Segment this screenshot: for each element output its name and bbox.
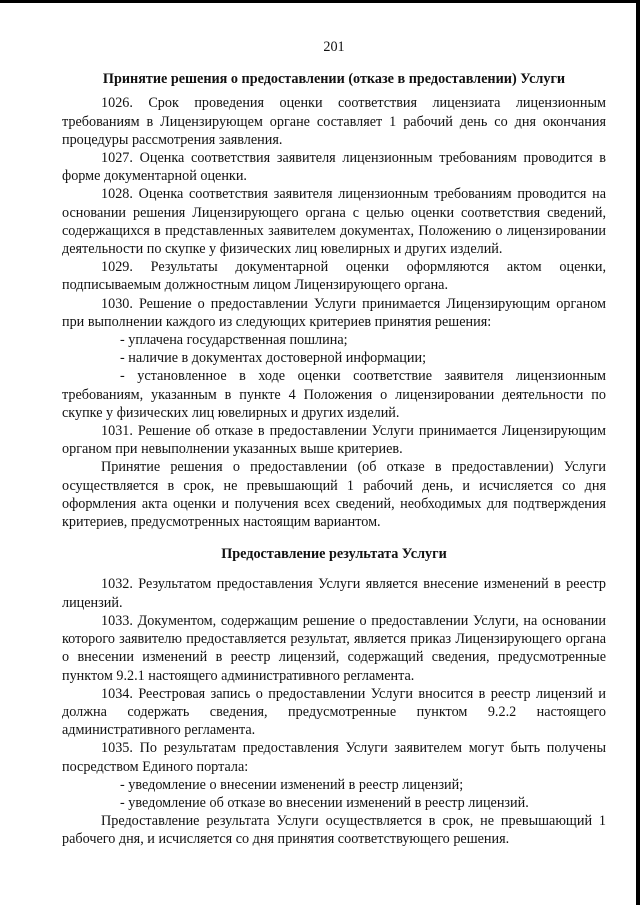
page-number: 201	[323, 39, 345, 55]
paragraph-1030: 1030. Решение о предоставлении Услуги принимается Лицензирующим органом при выполнении каждого из следующих критериев принятия решения:	[62, 295, 606, 330]
paragraph-1031: 1031. Решение об отказе в предоставлении Услуги принимается Лицензирующим органом при невыполнении указанных выше критериев.	[62, 423, 606, 458]
criteria-list	[62, 331, 606, 422]
list-item: - уплачена государственная пошлина;	[62, 331, 606, 349]
paragraph-1033: 1033. Документом, содержащим решение о предоставлении Услуги, на основании которого заявителю предоставляется результат, является приказ Лицензирующего органа о внесении изменений в реестр лицензий, содержащий сведения, предусмотренные пунктом 9.2.1 настоящего административного регламента.	[62, 612, 606, 684]
list-item: - наличие в документах достоверной информации;	[62, 349, 606, 367]
paragraph-1032: 1032. Результатом предоставления Услуги является внесение изменений в реестр лицензий.	[62, 576, 606, 611]
paragraph-1027: 1027. Оценка соответствия заявителя лицензионным требованиям проводится в форме документарной оценки.	[62, 150, 606, 185]
list-item: - уведомление о внесении изменений в реестр лицензий;	[62, 776, 606, 794]
list-item: - уведомление об отказе во внесении изменений в реестр лицензий.	[62, 794, 606, 812]
paragraph-decision-term: Принятие решения о предоставлении (об отказе в предоставлении) Услуги осуществляется в срок, не превышающий 1 рабочий день, и исчисляется со дня оформления акта оценки и получения всех сведений, необходимых для подтверждения критериев, предусмотренных настоящим вариантом.	[62, 459, 606, 531]
scan-edge-right	[636, 0, 640, 905]
paragraph-1034: 1034. Реестровая запись о предоставлении Услуги вносится в реестр лицензий и должна содержать сведения, предусмотренные пунктом 9.2.2 настоящего административного регламента.	[62, 685, 606, 739]
results-list	[62, 776, 606, 812]
section-title-decision: Принятие решения о предоставлении (отказе в предоставлении) Услуги	[102, 71, 566, 88]
section-title-result: Предоставление результата Услуги	[221, 546, 447, 563]
list-item: - установленное в ходе оценки соответствие заявителя лицензионным требованиям, указанным в пункте 4 Положения о лицензировании деятельности по скупке у физических лиц ювелирных и других изделий.	[62, 367, 606, 422]
paragraph-1026: 1026. Срок проведения оценки соответствия лицензиата лицензионным требованиям в Лицензирующем органе составляет 1 рабочий день со дня окончания процедуры рассмотрения заявления.	[62, 95, 606, 148]
scan-edge-top	[0, 0, 640, 3]
paragraph-1029: 1029. Результаты документарной оценки оформляются актом оценки, подписываемым должностным лицом Лицензирующего органа.	[62, 259, 606, 294]
paragraph-1028: 1028. Оценка соответствия заявителя лицензионным требованиям проводится на основании решения Лицензирующего органа с целью оценки соответствия сведений, содержащихся в представленных заявителем документах, Положению о лицензировании деятельности по скупке у физических лиц ювелирных и других изделий.	[62, 186, 606, 258]
paragraph-1035: 1035. По результатам предоставления Услуги заявителем могут быть получены посредством Единого портала:	[62, 740, 606, 775]
paragraph-result-term: Предоставление результата Услуги осуществляется в срок, не превышающий 1 рабочего дня, и исчисляется со дня принятия соответствующего решения.	[62, 813, 606, 848]
document-page	[62, 38, 606, 849]
